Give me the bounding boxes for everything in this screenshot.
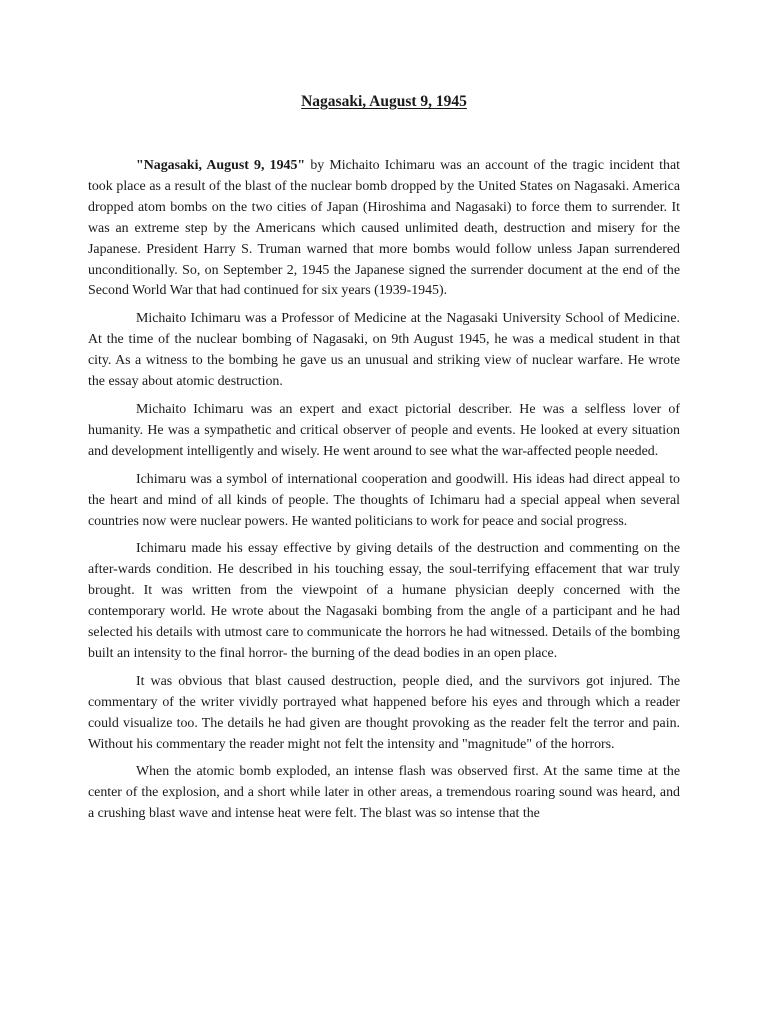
paragraph-6: It was obvious that blast caused destruction, people died, and the survivors got injured. The commentary of the writer vividly portrayed what happened before his eyes and through which a reader could visualize too. The details he had given are thought provoking as the reader felt the terror and pain. Without his commentary the reader might not felt the intensity and "magnitude" of the horrors.	[88, 673, 680, 752]
paragraph-3: Michaito Ichimaru was an expert and exact pictorial describer. He was a selfless lover of humanity. He was a sympathetic and critical observer of people and events. He looked at every situation and development intelligently and wisely. He went around to see what the war-affected people needed.	[88, 401, 680, 459]
paragraph-5: Ichimaru made his essay effective by giving details of the destruction and commenting on the after-wards condition. He described in his touching essay, the soul-terrifying effacement that war truly brought. It was written from the viewpoint of a humane physician deeply concerned with the contemporary world. He wrote about the Nagasaki bombing from the angle of a participant and he had selected his details with utmost care to communicate the horrors he had witnessed. Details of the bombing built an intensity to the final horror- the burning of the dead bodies in an open place.	[88, 541, 680, 661]
paragraph-lead-title: "Nagasaki, August 9, 1945"	[136, 158, 306, 173]
paragraph-4: Ichimaru was a symbol of international cooperation and goodwill. His ideas had direct appeal to the heart and mind of all kinds of people. The thoughts of Ichimaru had a special appeal when several countries now were nuclear powers. He wanted politicians to work for peace and social progress.	[88, 471, 680, 529]
paragraph-2: Michaito Ichimaru was a Professor of Medicine at the Nagasaki University School of Medicine. At the time of the nuclear bombing of Nagasaki, on 9th August 1945, he was a medical student in that city. As a witness to the bombing he gave us an unusual and striking view of nuclear warfare. He wrote the essay about atomic destruction.	[88, 311, 680, 390]
paragraph-1	[88, 156, 680, 302]
document-body	[88, 156, 680, 832]
document-title: Nagasaki, August 9, 1945	[301, 93, 467, 110]
paragraph-7: When the atomic bomb exploded, an intense flash was observed first. At the same time at the center of the explosion, and a short while later in other areas, a tremendous roaring sound was heard, and a crushing blast wave and intense heat were felt. The blast was so intense that the	[88, 764, 680, 822]
paragraph-text: by Michaito Ichimaru was an account of the tragic incident that took place as a result of the blast of the nuclear bomb dropped by the United States on Nagasaki. America dropped atom bombs on the two cities of Japan (Hiroshima and Nagasaki) to force them to surrender. It was an extreme step by the Americans which caused unlimited death, destruction and misery for the Japanese. President Harry S. Truman warned that more bombs would follow unless Japan surrendered unconditionally. So, on September 2, 1945 the Japanese signed the surrender document at the end of the Second World War that had continued for six years (1939-1945).	[88, 158, 681, 299]
